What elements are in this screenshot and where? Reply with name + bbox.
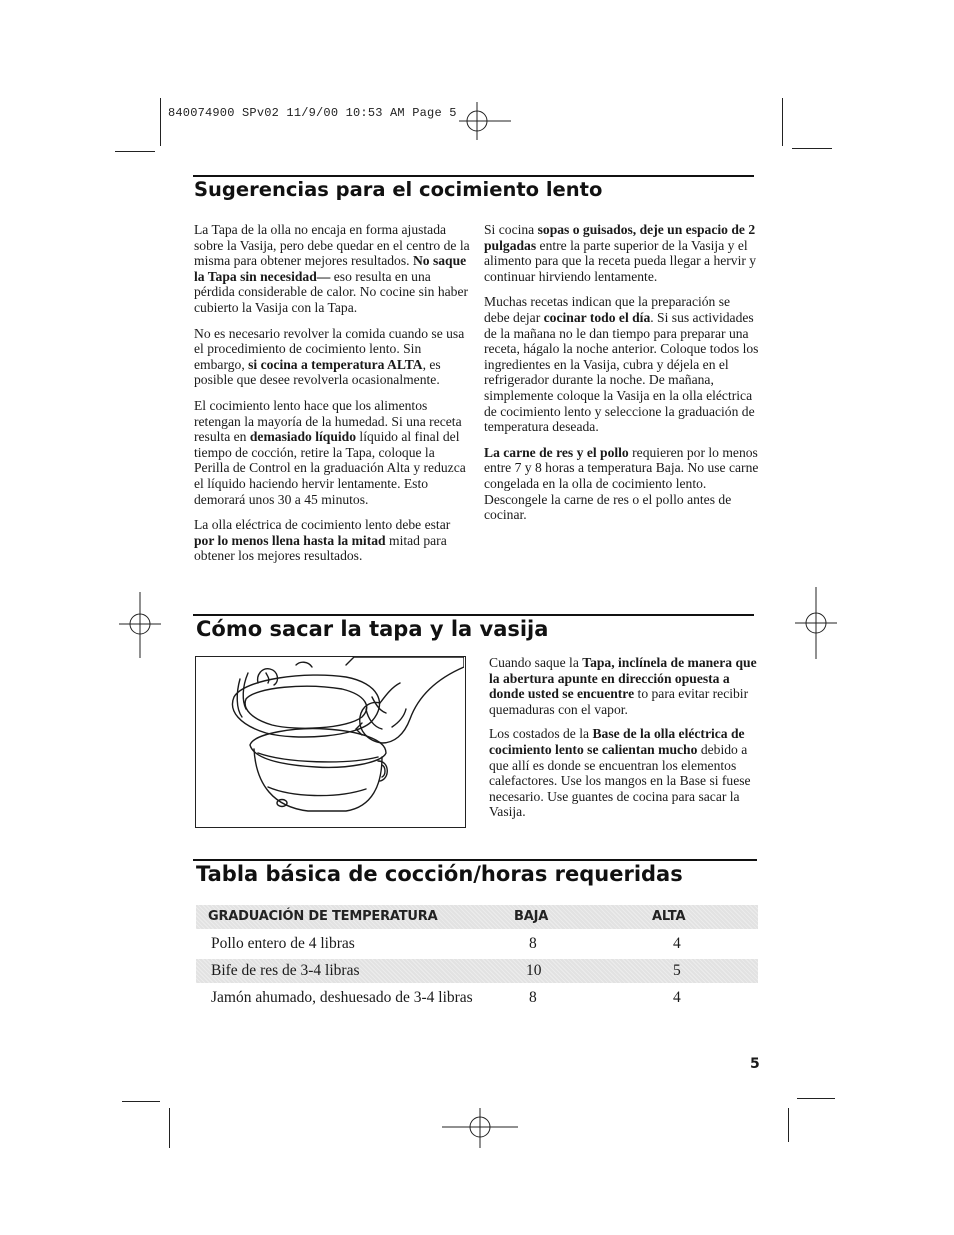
- body-text: La olla eléctrica de cocimiento lento debe estar: [194, 517, 451, 533]
- table-row: [196, 959, 758, 983]
- paragraph: [484, 445, 759, 523]
- registration-mark-right-icon: [793, 585, 839, 661]
- emphasis-text: sopas o guisados, deje un espacio de 2 pulgadas: [484, 222, 756, 253]
- body-text: to para evitar recibir quemaduras con el vapor.: [489, 686, 749, 717]
- body-text: El cocimiento lento hace que los alimentos retengan la mayoría de la humedad. Si una receta resulta en: [194, 397, 462, 445]
- table-row: [196, 932, 758, 956]
- body-text: mitad para obtener los mejores resultados.: [194, 532, 447, 564]
- registration-mark-left-icon: [117, 590, 163, 660]
- section-title-tabla: Tabla básica de cocción/horas requeridas: [196, 862, 683, 886]
- table-cell-alta: 4: [673, 935, 681, 952]
- page-number: 5: [750, 1056, 760, 1072]
- emphasis-text: cocinar todo el día: [543, 309, 651, 325]
- slow-cooker-lid-removal-icon: [196, 657, 464, 826]
- paragraph: [484, 294, 759, 434]
- table-header-row: [196, 905, 758, 929]
- illustration-frame: [195, 656, 466, 828]
- paragraph: [194, 326, 470, 388]
- table-cell-baja: 10: [526, 962, 542, 979]
- table-cell-item: Pollo entero de 4 libras: [211, 935, 355, 952]
- emphasis-text: Base de la olla eléctrica de cocimiento lento se calientan mucho: [489, 726, 745, 757]
- body-text: eso resulta en una pérdida considerable de calor. No cocine sin haber cubierto la Vasija con la Tapa.: [194, 268, 469, 315]
- emphasis-text: demasiado líquido: [249, 429, 357, 445]
- crop-mark-top-left-horizontal: [115, 151, 155, 152]
- crop-mark-top-right-horizontal: [792, 148, 832, 149]
- body-text: Muchas recetas indican que la preparación se debe dejar: [484, 294, 731, 325]
- body-text: La Tapa de la olla no encaja en forma ajustada sobre la Vasija, pero debe quedar en el centro de la misma para obtener mejores resultados.: [194, 222, 470, 269]
- paragraph: [489, 655, 759, 717]
- registration-mark-bottom-icon: [440, 1106, 520, 1150]
- crop-mark-top-right-vertical: [782, 98, 783, 146]
- section-rule: [193, 859, 757, 861]
- crop-mark-bottom-left-horizontal: [122, 1101, 160, 1102]
- table-cell-item: Jamón ahumado, deshuesado de 3-4 libras: [211, 989, 473, 1006]
- body-text: , es posible que desee revolverla ocasionalmente.: [194, 356, 441, 388]
- body-text: debido a que allí es donde se encuentran los elementos calefactores. Use los mangos en la Base si fuese necesario. Use guantes de cocina para sacar la Vasija.: [489, 741, 751, 820]
- table-cell-baja: 8: [529, 989, 537, 1006]
- paragraph: [489, 726, 759, 820]
- body-text: Cuando saque la: [489, 655, 583, 670]
- column-header-temperatura: GRADUACIÓN DE TEMPERATURA: [208, 909, 438, 924]
- section-rule: [193, 614, 754, 616]
- paragraph: [484, 222, 759, 284]
- emphasis-text: por lo menos llena hasta la mitad: [194, 532, 386, 548]
- paragraph: [194, 398, 470, 507]
- crop-mark-top-left-vertical: [160, 98, 161, 146]
- emphasis-text: La carne de res y el pollo: [484, 444, 629, 460]
- table-cell-alta: 4: [673, 989, 681, 1006]
- printer-slug: 840074900 SPv02 11/9/00 10:53 AM Page 5: [168, 106, 457, 120]
- crop-mark-bottom-right-vertical: [788, 1108, 789, 1142]
- table-row: [196, 986, 758, 1010]
- column-left: [194, 222, 470, 564]
- emphasis-text: No saque la Tapa sin necesidad—: [194, 253, 467, 284]
- registration-mark-top-icon: [455, 100, 515, 142]
- body-text: líquido al final del tiempo de cocción, retire la Tapa, coloque la Perilla de Control en la graduación Alta y reduzca el líquido haciendo hervir lentamente. Esto demorará unos 30 a 45 minutos.: [194, 429, 466, 507]
- paragraph: [194, 222, 470, 316]
- section-rule: [193, 175, 754, 177]
- column-header-baja: BAJA: [514, 909, 549, 924]
- table-cell-alta: 5: [673, 962, 681, 979]
- column-header-alta: ALTA: [652, 909, 686, 924]
- column-right: [484, 222, 759, 523]
- body-text: Los costados de la: [489, 726, 593, 742]
- body-text: entre la parte superior de la Vasija y el alimento para que la receta pueda llegar a hervir y continuar hirviendo lentamente.: [484, 237, 757, 284]
- table-cell-baja: 8: [529, 935, 537, 952]
- body-text: No es necesario revolver la comida cuando se usa el procedimiento de cocimiento lento. Sin embargo,: [194, 325, 465, 372]
- crop-mark-bottom-right-horizontal: [797, 1098, 835, 1099]
- section-title-sugerencias: Sugerencias para el cocimiento lento: [194, 178, 603, 201]
- table-cell-item: Bife de res de 3-4 libras: [211, 962, 360, 979]
- body-text: requieren por lo menos entre 7 y 8 horas a temperatura Baja. No use carne congelada en la olla de cocimiento lento. Descongele la carne de res o el pollo antes de cocinar.: [484, 444, 759, 523]
- crop-mark-bottom-left-vertical: [169, 1108, 170, 1148]
- body-text: . Si sus actividades de la mañana no le dan tiempo para preparar una receta, hágalo la noche anterior. Coloque todos los ingredientes en la Vasija, cubra y déjela en el refrigerador durante la noche. De mañana, simplemente coloque la Vasija en la olla eléctrica de cocimiento lento y seleccione la graduación de temperatura deseada.: [484, 309, 759, 435]
- paragraph: [194, 517, 470, 564]
- emphasis-text: si cocina a temperatura ALTA: [248, 356, 423, 372]
- body-text: Si cocina: [484, 222, 538, 237]
- emphasis-text: Tapa, inclínela de manera que la abertura apunte en dirección opuesta a donde usted se encuentre: [489, 655, 757, 702]
- column-right: [489, 655, 759, 820]
- section-title-como-sacar: Cómo sacar la tapa y la vasija: [196, 617, 549, 641]
